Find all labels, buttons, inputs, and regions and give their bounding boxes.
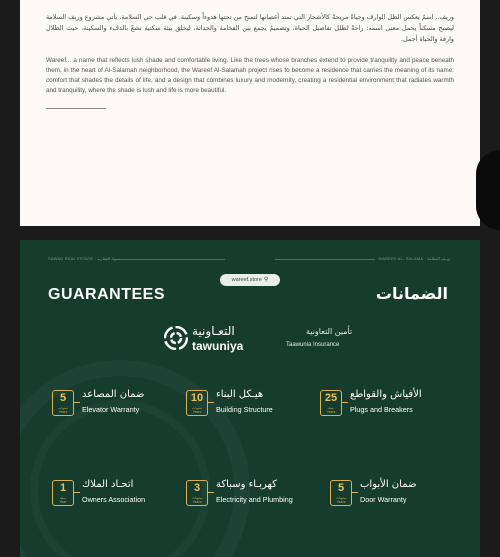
guarantee-label-ar: ضمان الأبواب [360,479,417,490]
duration-unit-ar: سنة [60,496,66,500]
guarantee-label-en: Owners Association [82,495,146,504]
document-page-intro [20,0,480,226]
badge-connector [208,492,214,493]
next-page-edge [476,150,500,230]
duration-badge [330,480,352,506]
guarantee-owners [52,478,182,518]
duration-number: 1 [59,482,67,494]
header-project: WAREEF AL- SALAMA · وريف السلامة [378,256,450,261]
guarantee-label-ar: كهربـاء وسباكة [216,479,277,490]
insurer-logo [164,324,353,354]
duration-badge [186,480,208,506]
duration-unit-en: Years [192,500,202,504]
insurer-caption-ar: تأمين التعاونية [306,327,353,336]
guarantee-label-en: Door Warranty [360,495,407,504]
badge-connector [208,402,214,403]
location-pin-icon: ⚲ [263,277,269,283]
badge-connector [352,492,358,493]
duration-number: 10 [190,392,204,404]
arabic-intro-paragraph: وريف.. اسمٌ يعكس الظل الوارف وحياةً مريحةً كالأشجار التي تمتد أغصانها لتمنح من تحتها هدوءاً وسكينة. في قلب حي السلامة، يأتي مشروع وريف السلامة ليصبح مسكناً يحمل معنى اسمه: راحةٌ تُظلل تفاصيل الحياة، وتصميمٌ يجمع بين الفخامة والحداثة، ليخلق بيئة سكنية تشعّ بالدفء والسكينة، حيث الظلال وارفة والحياة أجمل. [46,13,454,44]
duration-unit-ar: سنوات [191,406,203,410]
duration-number: 5 [59,392,67,404]
badge-connector [74,402,80,403]
duration-unit-en: Years [326,410,336,414]
duration-unit-en: Year [59,500,67,504]
insurer-name-ar: التعـاونية [192,324,235,338]
duration-number: 3 [193,482,201,494]
page-title-en: GUARANTEES [48,286,166,303]
badge-connector [74,492,80,493]
duration-number: 25 [324,392,338,404]
duration-number: 5 [337,482,345,494]
page-title-ar: الضمانات [375,284,448,303]
tawuniya-logo-icon [164,326,188,350]
website-link[interactable] [220,274,280,286]
header-line-right [275,259,375,260]
duration-unit-ar: سنة [328,406,334,410]
duration-unit-en: Years [192,410,202,414]
guarantee-label-en: Plugs and Breakers [350,405,413,414]
guarantee-label-ar: ضمان المصاعد [82,389,145,400]
duration-unit-ar: سنوات [57,406,69,410]
guarantee-label-ar: هيـكل البناء [216,389,264,400]
guarantee-label-en: Elevator Warranty [82,405,140,414]
insurer-name-en: tawuniya [192,339,244,353]
duration-badge [52,390,74,416]
duration-unit-en: Years [336,500,346,504]
header-line-left [115,259,225,260]
duration-badge [320,390,342,416]
english-intro-paragraph: Wareef... a name that reflects lush shade and comfortable living. Like the trees whose branches extend to provide tranquility and peace beneath them, in the heart of Al-Salamah neighborhood, the Wareef Al-Salamah project rises to become a residence that carries the meaning of its name: comfort that shades the details of life, and a design that combines luxury and modernity, creating a residential environment that radiates warmth and tranquility, where the shade is lush and life is more beautiful. [46,56,454,94]
guarantee-doors [330,478,460,518]
duration-unit-ar: سنوات [191,496,203,500]
guarantee-label-ar: اتحـاد الملاك [82,479,134,490]
duration-unit-ar: سنوات [335,496,347,500]
header-company: SAWAD REAL ESTATE · سواد العقارية [48,256,120,261]
duration-unit-en: Years [58,410,68,414]
document-page-guarantees [20,240,480,557]
guarantee-label-en: Electricity and Plumbing [216,495,293,504]
badge-connector [342,402,348,403]
guarantee-plugs [320,388,450,428]
guarantee-elevator [52,388,182,428]
duration-badge [186,390,208,416]
guarantee-label-en: Building Structure [216,405,273,414]
divider-rule [46,108,106,109]
guarantee-label-ar: الأفياش والقواطع [350,389,422,400]
website-url: wareef.store [231,277,262,283]
duration-badge [52,480,74,506]
insurer-caption-en: Taawunia Insurance [286,342,340,348]
guarantee-structure [186,388,316,428]
guarantee-electricity [186,478,316,518]
